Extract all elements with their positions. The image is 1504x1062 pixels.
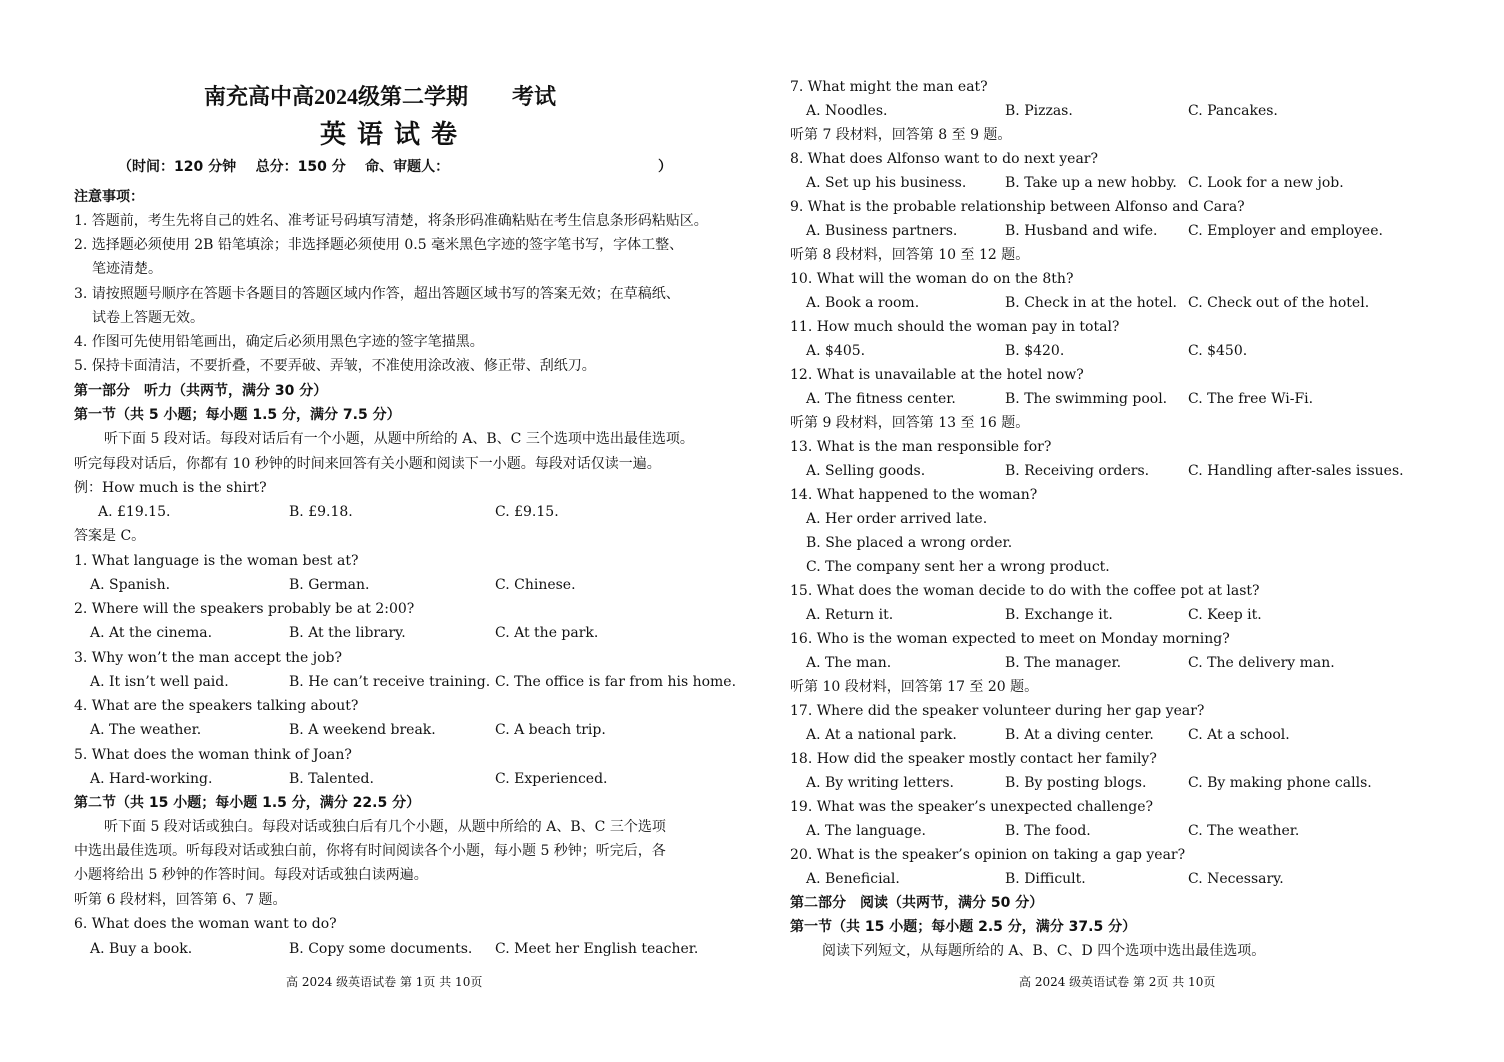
example-answer: 答案是 C。 — [74, 528, 146, 544]
answer-option: B. Exchange it. — [1005, 607, 1113, 623]
material-instruction: 听第 7 段材料，回答第 8 至 9 题。 — [790, 127, 1012, 143]
question-text: 5. What does the woman think of Joan? — [74, 746, 352, 763]
part-heading: 第一部分 听力（共两节，满分 30 分） — [74, 383, 328, 399]
notice-line: 笔迹清楚。 — [92, 261, 162, 277]
material-instruction: 听第 8 段材料，回答第 10 至 12 题。 — [790, 247, 1030, 263]
answer-option: A. $405. — [806, 343, 866, 359]
question-text: 10. What will the woman do on the 8th? — [790, 271, 1074, 287]
answer-option: A. Beneficial. — [806, 871, 900, 887]
answer-option: A. The weather. — [90, 722, 202, 739]
notice-line: 试卷上答题无效。 — [92, 310, 204, 326]
question-text: 18. How did the speaker mostly contact her family? — [790, 751, 1157, 767]
answer-option: C. The free Wi-Fi. — [1188, 391, 1314, 407]
answer-option: A. Spanish. — [90, 577, 171, 593]
exam-title — [204, 84, 556, 110]
answer-option: A. By writing letters. — [806, 775, 954, 791]
answer-option: A. Return it. — [806, 607, 894, 623]
notice-line: 3. 请按照题号顺序在答题卡各题目的答题区域内作答，超出答题区域书写的答案无效；在草稿纸、 — [74, 286, 680, 302]
answer-option: B. The swimming pool. — [1005, 391, 1168, 407]
answer-option: C. The weather. — [1188, 823, 1300, 839]
example-question: 例：How much is the shirt? — [74, 480, 267, 496]
question-text: 13. What is the man responsible for? — [790, 439, 1052, 455]
answer-option: B. Receiving orders. — [1005, 463, 1150, 479]
question-text: 20. What is the speaker’s opinion on taking a gap year? — [790, 847, 1186, 863]
exam-title-suffix: 考试 — [512, 84, 557, 109]
answer-option: B. He can’t receive training. — [289, 673, 491, 690]
answer-option: B. At a diving center. — [1005, 727, 1154, 743]
answer-option: B. The food. — [1005, 823, 1091, 839]
answer-option: A. At the cinema. — [90, 625, 213, 642]
answer-option: B. By posting blogs. — [1005, 775, 1147, 791]
question-text: 12. What is unavailable at the hotel now? — [790, 367, 1084, 383]
exam-meta — [118, 158, 672, 176]
answer-option: A. Buy a book. — [90, 941, 193, 957]
answer-option: B. Pizzas. — [1005, 103, 1073, 119]
exam-page-2 — [752, 0, 1504, 1062]
answer-option: C. $450. — [1188, 343, 1248, 359]
page-1-footer: 高 2024 级英语试卷 第 1页 共 10页 — [286, 975, 483, 989]
answer-option: A. Hard-working. — [90, 770, 213, 787]
answer-option: C. Meet her English teacher. — [495, 941, 699, 957]
question-text: 15. What does the woman decide to do with the coffee pot at last? — [790, 583, 1260, 599]
section-heading: 第二部分 阅读（共两节，满分 50 分） — [790, 895, 1044, 911]
answer-option: C. The office is far from his home. — [495, 673, 737, 690]
answer-option: B. Husband and wife. — [1005, 223, 1158, 239]
section-heading: 第二节（共 15 小题；每小题 1.5 分，满分 22.5 分） — [74, 795, 421, 811]
section-intro-line: 小题将给出 5 秒钟的作答时间。每段对话或独白读两遍。 — [74, 867, 428, 883]
answer-option: A. Noodles. — [806, 103, 888, 119]
question-text: 9. What is the probable relationship between Alfonso and Cara? — [790, 199, 1245, 215]
question-text: 6. What does the woman want to do? — [74, 916, 337, 932]
answer-option: A. The man. — [806, 655, 892, 671]
answer-option: C. Pancakes. — [1188, 103, 1278, 119]
answer-option: C. Check out of the hotel. — [1188, 295, 1370, 311]
notice-line: 2. 选择题必须使用 2B 铅笔填涂；非选择题必须使用 0.5 毫米黑色字迹的签字笔书写，字体工整、 — [74, 237, 684, 253]
material-instruction: 听第 10 段材料，回答第 17 至 20 题。 — [790, 679, 1039, 695]
answer-option: A. Selling goods. — [806, 463, 926, 479]
answer-option: B. Take up a new hobby. — [1005, 175, 1177, 191]
answer-option: B. She placed a wrong order. — [806, 535, 1013, 551]
answer-option: A. At a national park. — [806, 727, 957, 743]
answer-option: C. Necessary. — [1188, 871, 1284, 887]
answer-option: A. Business partners. — [806, 223, 958, 239]
notice-line: 5. 保持卡面清洁，不要折叠，不要弄破、弄皱，不准使用涂改液、修正带、刮纸刀。 — [74, 358, 596, 374]
answer-option: B. Check in at the hotel. — [1005, 295, 1178, 311]
question-text: 1. What language is the woman best at? — [74, 553, 359, 569]
answer-option: C. Chinese. — [495, 577, 576, 593]
answer-option: C. At the park. — [495, 625, 599, 642]
page-2-footer: 高 2024 级英语试卷 第 2页 共 10页 — [1019, 975, 1216, 989]
answer-option: C. A beach trip. — [495, 722, 606, 739]
material-instruction: 听第 9 段材料，回答第 13 至 16 题。 — [790, 415, 1030, 431]
question-text: 17. Where did the speaker volunteer during her gap year? — [790, 703, 1205, 719]
notice-line: 1. 答题前，考生先将自己的姓名、准考证号码填写清楚，将条形码准确粘贴在考生信息条形码粘贴区。 — [74, 213, 708, 229]
answer-option: B. Talented. — [289, 770, 374, 787]
material-instruction: 听第 6 段材料，回答第 6、7 题。 — [74, 892, 287, 908]
answer-option: C. At a school. — [1188, 727, 1290, 743]
answer-option: C. Keep it. — [1188, 607, 1262, 623]
notice-line: 4. 作图可先使用铅笔画出，确定后必须用黑色字迹的签字笔描黑。 — [74, 334, 484, 350]
exam-meta-text: （时间：120 分钟 总分：150 分 命、审题人： — [118, 159, 450, 175]
exam-title-text: 南充高中高2024级第二学期 — [204, 84, 469, 109]
section-heading: 第一节（共 5 小题；每小题 1.5 分，满分 7.5 分） — [74, 407, 401, 423]
question-text: 14. What happened to the woman? — [790, 487, 1038, 503]
example-option: C. £9.15. — [495, 504, 559, 520]
notice-heading: 注意事项： — [74, 189, 144, 205]
question-text: 16. Who is the woman expected to meet on Monday morning? — [790, 631, 1230, 647]
question-text: 3. Why won’t the man accept the job? — [74, 649, 342, 666]
example-option: A. £19.15. — [98, 504, 171, 520]
answer-option: C. Experienced. — [495, 770, 608, 787]
question-text: 2. Where will the speakers probably be at 2:00? — [74, 601, 415, 618]
answer-option: C. The company sent her a wrong product. — [806, 559, 1110, 575]
answer-option: B. Copy some documents. — [289, 941, 473, 957]
question-text: 11. How much should the woman pay in total? — [790, 319, 1120, 335]
exam-subtitle: 英语试卷 — [320, 120, 469, 150]
answer-option: A. Set up his business. — [806, 175, 967, 191]
answer-option: C. Employer and employee. — [1188, 223, 1383, 239]
answer-option: B. A weekend break. — [289, 722, 436, 739]
answer-option: B. The manager. — [1005, 655, 1122, 671]
answer-option: A. The fitness center. — [806, 391, 956, 407]
answer-option: C. The delivery man. — [1188, 655, 1335, 671]
section-intro-line: 听完每段对话后，你都有 10 秒钟的时间来回答有关小题和阅读下一小题。每段对话仅读一遍。 — [74, 456, 661, 472]
exam-meta-close: ） — [658, 159, 672, 175]
answer-option: B. $420. — [1005, 343, 1065, 359]
answer-option: C. Look for a new job. — [1188, 175, 1344, 191]
section-heading: 第一节（共 15 小题；每小题 2.5 分，满分 37.5 分） — [790, 919, 1137, 935]
section-intro-line: 阅读下列短文，从每题所给的 A、B、C、D 四个选项中选出最佳选项。 — [822, 943, 1266, 959]
question-text: 19. What was the speaker’s unexpected challenge? — [790, 799, 1154, 815]
section-intro-line: 听下面 5 段对话或独白。每段对话或独白后有几个小题，从题中所给的 A、B、C 三个选项 — [104, 819, 666, 835]
answer-option: B. Difficult. — [1005, 871, 1086, 887]
answer-option: A. Her order arrived late. — [806, 511, 988, 527]
example-option: B. £9.18. — [289, 504, 353, 520]
section-intro-line: 中选出最佳选项。听每段对话或独白前，你将有时间阅读各个小题，每小题 5 秒钟；听完后，各 — [74, 843, 666, 859]
question-text: 8. What does Alfonso want to do next year? — [790, 151, 1099, 167]
answer-option: A. The language. — [806, 823, 926, 839]
answer-option: A. Book a room. — [806, 295, 920, 311]
answer-option: B. At the library. — [289, 625, 406, 642]
answer-option: C. Handling after-sales issues. — [1188, 463, 1404, 479]
question-text: 7. What might the man eat? — [790, 79, 988, 95]
answer-option: B. German. — [289, 577, 370, 593]
question-text: 4. What are the speakers talking about? — [74, 698, 359, 715]
answer-option: C. By making phone calls. — [1188, 775, 1372, 791]
answer-option: A. It isn’t well paid. — [90, 673, 229, 690]
section-intro-line: 听下面 5 段对话。每段对话后有一个小题，从题中所给的 A、B、C 三个选项中选出最佳选项。 — [104, 431, 694, 447]
